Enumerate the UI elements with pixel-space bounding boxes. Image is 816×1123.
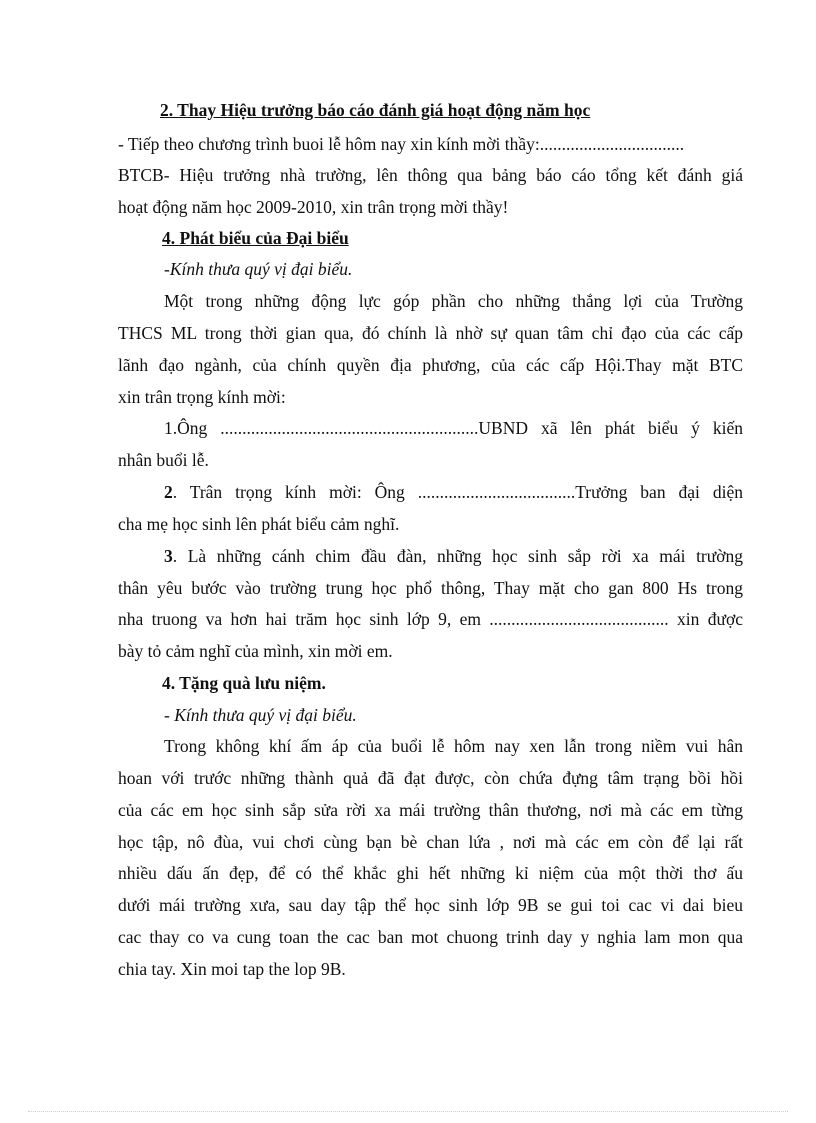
- paragraph-1-line-1: Một trong những động lực góp phần cho những thắng lợi của Trường: [164, 291, 743, 311]
- section-2-line-1: - Tiếp theo chương trình buoi lễ hôm nay xin kính mời thầy:.................................: [118, 134, 685, 154]
- item-2-text: . Trân trọng kính mời: Ông ....................................Trưởng ban đại diện: [172, 482, 743, 502]
- section-4-speech-heading: 4. Phát biểu của Đại biểu: [162, 228, 349, 248]
- gift-paragraph-line-5: nhiều dấu ấn đẹp, để có thể khắc ghi hết những kỉ niệm của một thời thơ ấu: [118, 863, 743, 883]
- item-3-text: . Là những cánh chim đầu đàn, những học sinh sắp rời xa mái trường: [172, 546, 743, 566]
- item-2-line-2: cha mẹ học sinh lên phát biểu cảm nghĩ.: [118, 514, 400, 534]
- gift-paragraph-line-2: hoan với trước những thành quả đã đạt được, còn chứa đựng tâm trạng bồi hồi: [118, 768, 743, 788]
- item-3-line-2: thân yêu bước vào trường trung học phổ thông, Thay mặt cho gan 800 Hs trong: [118, 578, 743, 598]
- item-3-line-4: bày tỏ cảm nghĩ của mình, xin mời em.: [118, 641, 393, 661]
- gift-paragraph-line-7: cac thay co va cung toan the cac ban mot chuong trinh day y nghia lam mon qua: [118, 927, 743, 947]
- section-2-heading: 2. Thay Hiệu trưởng báo cáo đánh giá hoạt động năm học: [160, 100, 591, 120]
- section-4-gift-greeting: [164, 704, 724, 726]
- item-1-line-1: 1.Ông ...........................................................UBND xã lên phát biểu ý kiến: [164, 418, 743, 438]
- section-4-greeting: [164, 258, 724, 280]
- gift-greeting-text: - Kính thưa quý vị đại biểu.: [164, 705, 357, 725]
- gift-paragraph-line-4: học tập, nô đùa, vui chơi cùng bạn bè chan lứa , nơi mà các em còn để lại rất: [118, 832, 743, 852]
- greeting-text: -Kính thưa quý vị đại biểu.: [164, 259, 353, 279]
- gift-paragraph-line-8: chia tay. Xin moi tap the lop 9B.: [118, 959, 346, 979]
- gift-paragraph-line-3: của các em học sinh sắp sửa rời xa mái trường thân thương, nơi mà các em từng: [118, 800, 743, 820]
- gift-paragraph-line-6: dưới mái trường xưa, sau day tập thể học sinh lớp 9B se gui toi cac vi dai bieu: [118, 895, 743, 915]
- paragraph-1-line-2: THCS ML trong thời gian qua, đó chính là nhờ sự quan tâm chỉ đạo của các cấp: [118, 323, 743, 343]
- item-2-number: 2: [164, 482, 173, 502]
- page-bottom-divider: [28, 1111, 788, 1112]
- gift-paragraph-line-1: Trong không khí ấm áp của buổi lễ hôm nay xen lẫn trong niềm vui hân: [164, 736, 743, 756]
- section-4-gift-heading: 4. Tặng quà lưu niệm.: [162, 673, 326, 693]
- item-2-line-1: [164, 481, 743, 503]
- section-2-line-3: hoạt động năm học 2009-2010, xin trân trọng mời thầy!: [118, 197, 509, 217]
- item-3-number: 3: [164, 546, 173, 566]
- item-3-line-1: [164, 545, 743, 567]
- paragraph-1-line-4: xin trân trọng kính mời:: [118, 387, 286, 407]
- paragraph-1-line-3: lãnh đạo ngành, của chính quyền địa phương, của các cấp Hội.Thay mặt BTC: [118, 355, 743, 375]
- item-1-line-2: nhân buổi lễ.: [118, 450, 209, 470]
- section-2-line-2: BTCB- Hiệu trưởng nhà trường, lên thông qua bảng báo cáo tổng kết đánh giá: [118, 165, 743, 185]
- item-3-line-3: nha truong va hơn hai trăm học sinh lớp 9, em ......................................... xin được: [118, 609, 743, 629]
